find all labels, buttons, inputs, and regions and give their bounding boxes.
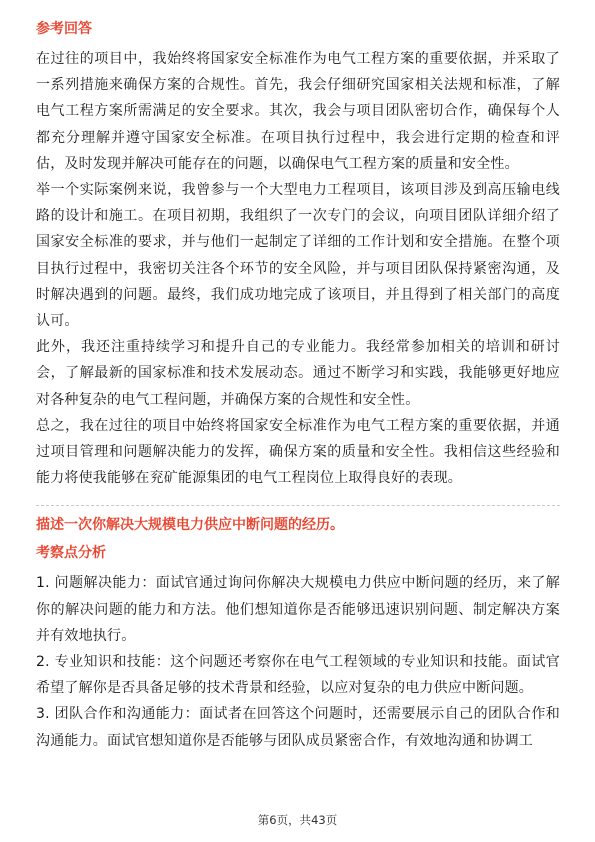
answer-paragraph: 举一个实际案例来说，我曾参与一个大型电力工程项目，该项目涉及到高压输电线路的设计和施工。在项目初期，我组织了一次专门的会议，向项目团队详细介绍了国家安全标准的要求，并与他们一起制定了详细的工作计划和安全措施。在整个项目执行过程中，我密切关注各个环节的安全风险，并与项目团队保持紧密沟通，及时解决遇到的问题。最终，我们成功地完成了该项目，并且得到了相关部门的高度认可。 xyxy=(36,182,560,330)
analysis-section-title: 考察点分析 xyxy=(36,545,106,562)
analysis-item: 3. 团队合作和沟通能力：面试者在回答这个问题时，还需要展示自己的团队合作和沟通能力。面试官想知道你是否能够与团队成员紧密合作，有效地沟通和协调工 xyxy=(36,706,560,749)
answer-section-title: 参考回答 xyxy=(36,21,92,37)
answer-paragraph: 在过往的项目中，我始终将国家安全标准作为电气工程方案的重要依据，并采取了一系列措施来确保方案的合规性。首先，我会仔细研究国家相关法规和标准，了解电气工程方案所需满足的安全要求。其次，我会与项目团队密切合作，确保每个人都充分理解并遵守国家安全标准。在项目执行过程中，我会进行定期的检查和评估，及时发现并解决可能存在的问题，以确保电气工程方案的质量和安全性。 xyxy=(36,51,560,172)
analysis-item: 2. 专业知识和技能：这个问题还考察你在电气工程领域的专业知识和技能。面试官希望了解你是否具备足够的技术背景和经验，以应对复杂的电力供应中断问题。 xyxy=(36,654,560,697)
page-content xyxy=(36,18,560,754)
question-heading: 描述一次你解决大规模电力供应中断问题的经历。 xyxy=(36,517,344,534)
answer-paragraph: 此外，我还注重持续学习和提升自己的专业能力。我经常参加相关的培训和研讨会，了解最新的国家标准和技术发展动态。通过不断学习和实践，我能够更好地应对各种复杂的电气工程问题，并确保方案的合规性和安全性。 xyxy=(36,339,560,408)
section-divider xyxy=(36,505,560,506)
page-number: 第6页，共43页 xyxy=(257,813,338,827)
answer-paragraph: 总之，我在过往的项目中始终将国家安全标准作为电气工程方案的重要依据，并通过项目管理和问题解决能力的发挥，确保方案的质量和安全性。我相信这些经验和能力将使我能够在兖矿能源集团的电气工程岗位上取得良好的表现。 xyxy=(36,417,560,487)
analysis-item: 1. 问题解决能力：面试官通过询问你解决大规模电力供应中断问题的经历，来了解你的解决问题的能力和方法。他们想知道你是否能够迅速识别问题、制定解决方案并有效地执行。 xyxy=(36,575,560,644)
